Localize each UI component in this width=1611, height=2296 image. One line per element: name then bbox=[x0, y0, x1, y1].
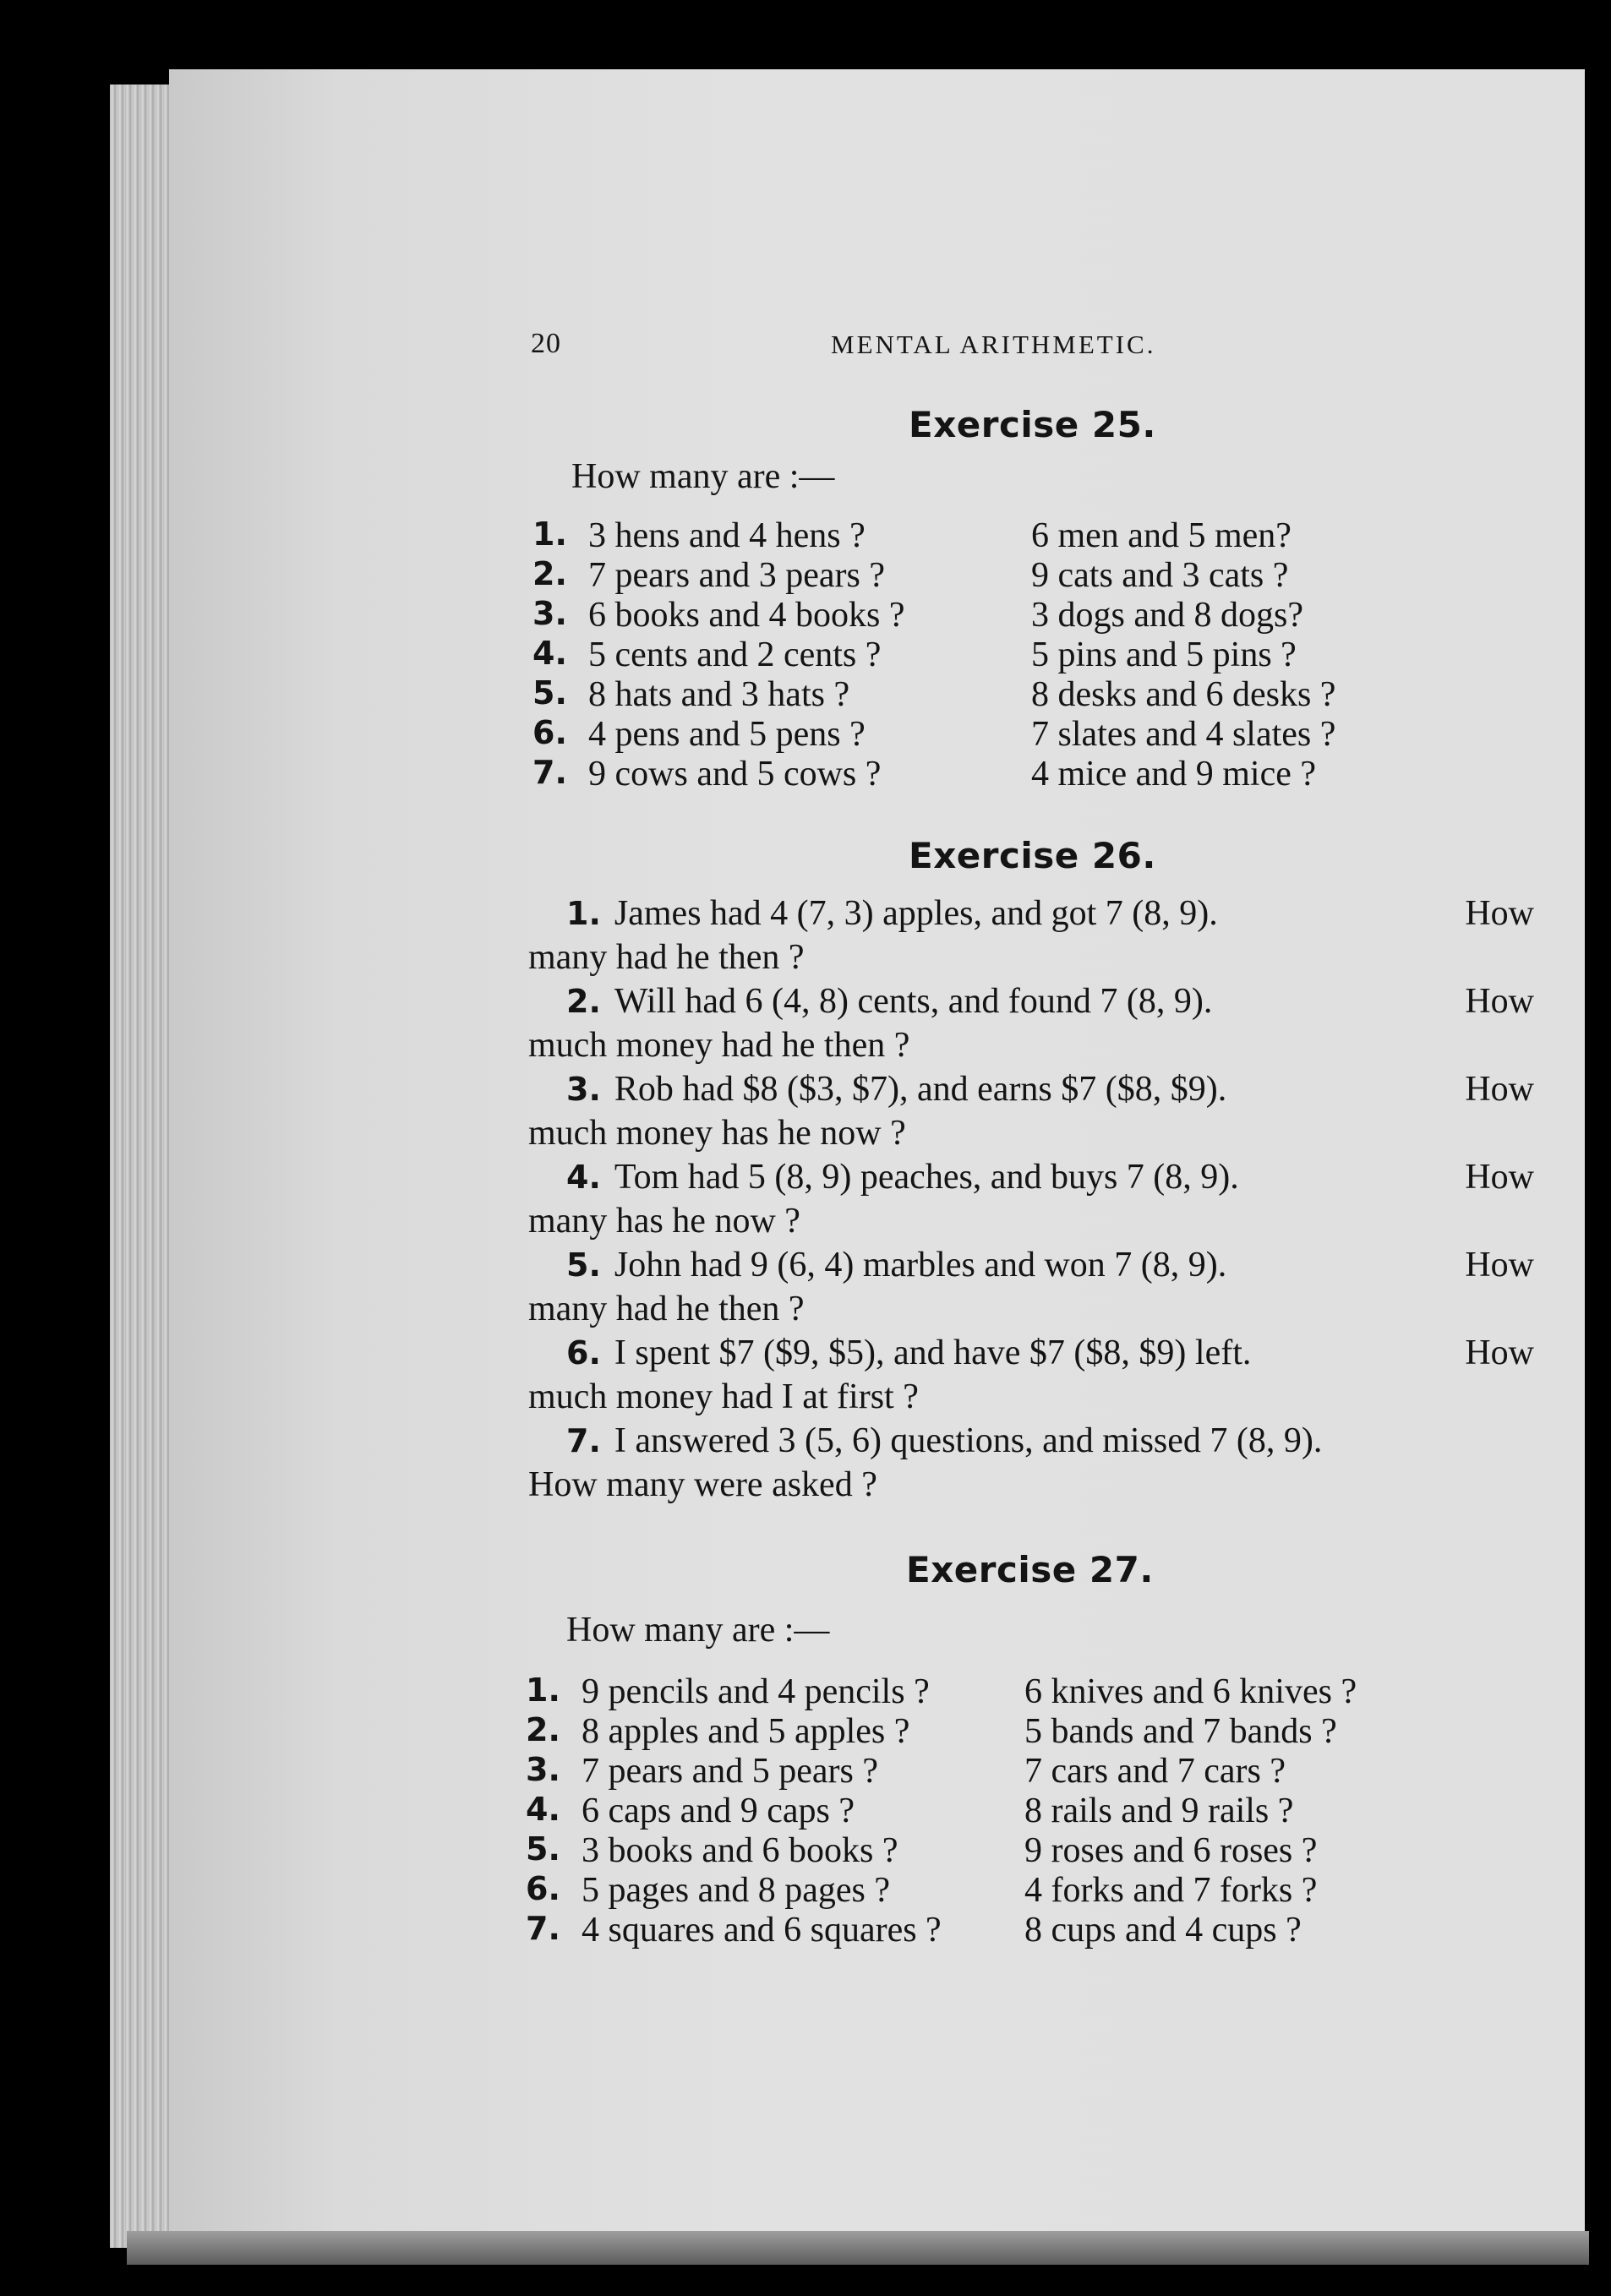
item-right: 5 pins and 5 pins ? bbox=[1031, 635, 1297, 674]
list-item bbox=[532, 515, 1547, 555]
item-left: 5 cents and 2 cents ? bbox=[588, 635, 882, 674]
problem-continuation: many had he then ? bbox=[528, 938, 805, 977]
problem-text: I spent $7 ($9, $5), and have $7 ($8, $9) left. bbox=[614, 1333, 1252, 1372]
exercise-27-heading: Exercise 27. bbox=[906, 1549, 1154, 1590]
exercise-27-list bbox=[526, 1672, 1557, 1950]
problem-text: James had 4 (7, 3) apples, and got 7 (8, 9). bbox=[614, 894, 1218, 933]
item-left: 5 pages and 8 pages ? bbox=[582, 1871, 891, 1910]
problem-how: How bbox=[1465, 1158, 1534, 1197]
problem-number: 7. bbox=[566, 1422, 601, 1459]
problem-text: Will had 6 (4, 8) cents, and found 7 (8, 9). bbox=[614, 982, 1213, 1021]
running-head bbox=[531, 328, 1545, 370]
item-left: 4 pens and 5 pens ? bbox=[588, 715, 866, 754]
list-item bbox=[532, 635, 1547, 674]
item-left: 9 cows and 5 cows ? bbox=[588, 755, 882, 794]
item-left: 7 pears and 3 pears ? bbox=[588, 556, 886, 595]
item-number: 6. bbox=[532, 714, 567, 751]
item-left: 9 pencils and 4 pencils ? bbox=[582, 1672, 930, 1711]
item-number: 5. bbox=[526, 1830, 560, 1868]
item-left: 6 books and 4 books ? bbox=[588, 596, 905, 635]
problem-number: 6. bbox=[566, 1334, 601, 1372]
item-number: 2. bbox=[526, 1711, 560, 1748]
item-right: 8 desks and 6 desks ? bbox=[1031, 675, 1336, 714]
list-item bbox=[526, 1791, 1557, 1830]
list-item bbox=[526, 1870, 1557, 1910]
item-right: 4 forks and 7 forks ? bbox=[1024, 1871, 1318, 1910]
problem-continuation: How many were asked ? bbox=[528, 1465, 877, 1504]
item-number: 7. bbox=[532, 754, 567, 791]
item-left: 8 apples and 5 apples ? bbox=[582, 1712, 910, 1751]
problem-text: Tom had 5 (8, 9) peaches, and buys 7 (8, 9). bbox=[614, 1158, 1239, 1197]
word-problem bbox=[528, 1419, 1534, 1507]
item-number: 1. bbox=[532, 515, 567, 553]
problem-how: How bbox=[1465, 982, 1534, 1021]
problem-continuation: much money had he then ? bbox=[528, 1026, 910, 1065]
item-right: 9 roses and 6 roses ? bbox=[1024, 1831, 1318, 1870]
item-left: 6 caps and 9 caps ? bbox=[582, 1792, 855, 1830]
exercise-25-heading: Exercise 25. bbox=[909, 404, 1156, 445]
item-right: 4 mice and 9 mice ? bbox=[1031, 755, 1317, 794]
item-right: 8 cups and 4 cups ? bbox=[1024, 1911, 1302, 1950]
list-item bbox=[526, 1830, 1557, 1870]
item-right: 6 men and 5 men? bbox=[1031, 516, 1292, 555]
list-item bbox=[526, 1711, 1557, 1751]
problem-text: Rob had $8 ($3, $7), and earns $7 ($8, $9). bbox=[614, 1070, 1227, 1109]
item-left: 4 squares and 6 squares ? bbox=[582, 1911, 942, 1950]
problem-number: 4. bbox=[566, 1159, 601, 1196]
problem-how: How bbox=[1465, 1333, 1534, 1372]
exercise-26-problems bbox=[528, 892, 1534, 1507]
problem-continuation: much money has he now ? bbox=[528, 1114, 906, 1153]
page-bottom-shadow bbox=[127, 2231, 1589, 2265]
item-right: 5 bands and 7 bands ? bbox=[1024, 1712, 1337, 1751]
exercise-27-intro: How many are :— bbox=[566, 1611, 830, 1650]
item-number: 6. bbox=[526, 1870, 560, 1907]
page-number: 20 bbox=[531, 328, 561, 359]
list-item bbox=[532, 754, 1547, 794]
word-problem bbox=[528, 892, 1534, 979]
problem-continuation: many had he then ? bbox=[528, 1290, 805, 1328]
list-item bbox=[532, 714, 1547, 754]
item-number: 2. bbox=[532, 555, 567, 592]
item-number: 4. bbox=[532, 635, 567, 672]
problem-continuation: many has he now ? bbox=[528, 1202, 800, 1241]
list-item bbox=[526, 1751, 1557, 1791]
problem-continuation: much money had I at first ? bbox=[528, 1377, 919, 1416]
item-number: 3. bbox=[532, 595, 567, 632]
list-item bbox=[526, 1672, 1557, 1711]
item-left: 8 hats and 3 hats ? bbox=[588, 675, 850, 714]
word-problem bbox=[528, 1155, 1534, 1243]
item-right: 3 dogs and 8 dogs? bbox=[1031, 596, 1303, 635]
item-right: 6 knives and 6 knives ? bbox=[1024, 1672, 1357, 1711]
word-problem bbox=[528, 979, 1534, 1067]
problem-number: 1. bbox=[566, 895, 601, 932]
problem-number: 5. bbox=[566, 1246, 601, 1284]
item-number: 7. bbox=[526, 1910, 560, 1947]
problem-text: I answered 3 (5, 6) questions, and missed 7 (8, 9). bbox=[614, 1421, 1323, 1460]
problem-number: 2. bbox=[566, 983, 601, 1020]
word-problem bbox=[528, 1067, 1534, 1155]
item-number: 4. bbox=[526, 1791, 560, 1828]
item-right: 7 slates and 4 slates ? bbox=[1031, 715, 1336, 754]
exercise-25-intro: How many are :— bbox=[571, 457, 835, 496]
running-title: MENTAL ARITHMETIC. bbox=[831, 330, 1156, 359]
problem-how: How bbox=[1465, 1070, 1534, 1109]
list-item bbox=[532, 674, 1547, 714]
item-right: 9 cats and 3 cats ? bbox=[1031, 556, 1289, 595]
item-left: 3 books and 6 books ? bbox=[582, 1831, 898, 1870]
problem-how: How bbox=[1465, 894, 1534, 933]
word-problem bbox=[528, 1331, 1534, 1419]
item-number: 5. bbox=[532, 674, 567, 712]
item-number: 3. bbox=[526, 1751, 560, 1788]
item-right: 7 cars and 7 cars ? bbox=[1024, 1752, 1286, 1791]
list-item bbox=[526, 1910, 1557, 1950]
item-right: 8 rails and 9 rails ? bbox=[1024, 1792, 1294, 1830]
item-number: 1. bbox=[526, 1672, 560, 1709]
item-left: 3 hens and 4 hens ? bbox=[588, 516, 866, 555]
word-problem bbox=[528, 1243, 1534, 1331]
exercise-25-list bbox=[532, 515, 1547, 794]
exercise-26-heading: Exercise 26. bbox=[909, 835, 1156, 876]
list-item bbox=[532, 555, 1547, 595]
list-item bbox=[532, 595, 1547, 635]
item-left: 7 pears and 5 pears ? bbox=[582, 1752, 879, 1791]
problem-text: John had 9 (6, 4) marbles and won 7 (8, 9). bbox=[614, 1246, 1227, 1284]
problem-how: How bbox=[1465, 1246, 1534, 1284]
problem-number: 3. bbox=[566, 1071, 601, 1108]
